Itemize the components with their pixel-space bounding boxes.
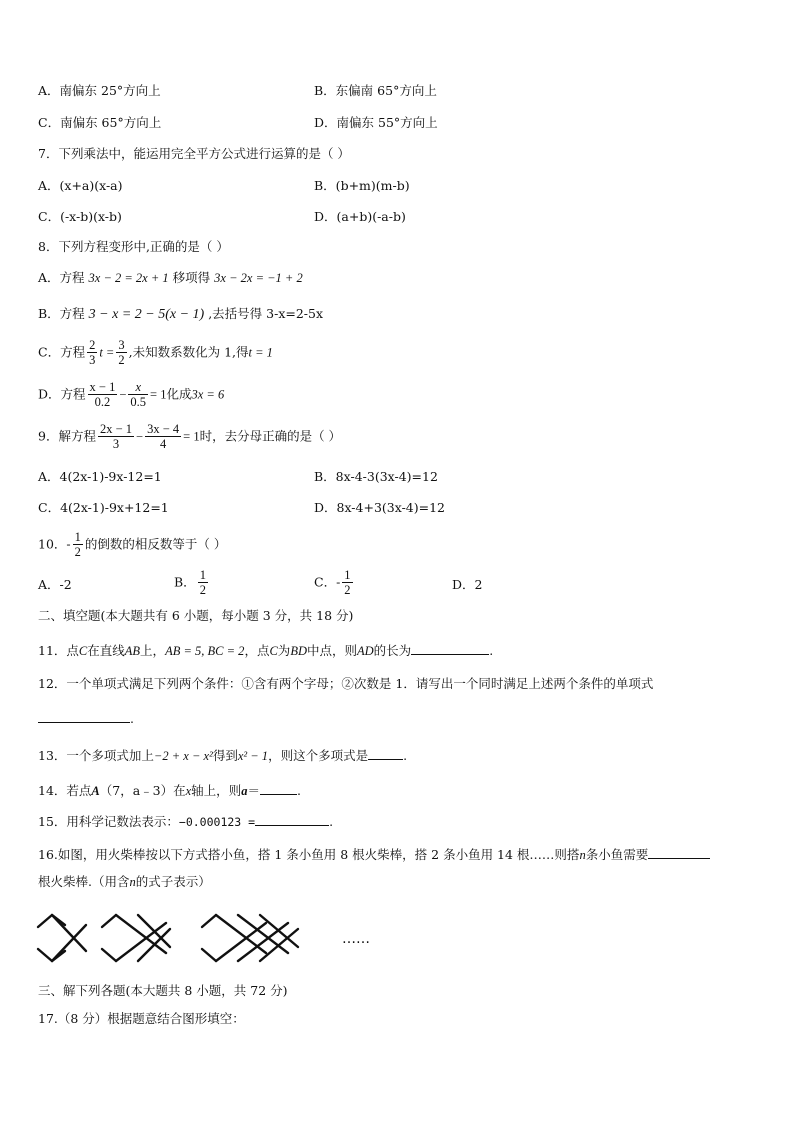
q16-matchstick-fish-figure	[36, 913, 406, 963]
q14-answer-blank[interactable]	[260, 782, 297, 795]
q9-option-c: C．4(2x-1)-9x+12=1	[38, 500, 169, 515]
q8-a-prefix: A．方程	[38, 270, 85, 285]
q8-option-c	[38, 338, 273, 368]
q10-stem	[38, 530, 226, 560]
q7-option-a: A．(x+a)(x-a)	[38, 178, 123, 193]
q8-option-b	[38, 308, 323, 322]
fish-1	[38, 915, 86, 961]
q6-option-b: B．东偏南 65°方向上	[314, 83, 437, 98]
q10-option-d: D．2	[452, 577, 483, 592]
q8-d-middle: 化成	[166, 386, 192, 402]
q15-answer-blank[interactable]	[255, 813, 329, 826]
q8-b-prefix: B．方程	[38, 306, 85, 321]
q8-c-result: t = 1	[248, 345, 273, 360]
q13-stem: 13．一个多项式加上−2 + x − x²得到x² − 1，则这个多项式是 .	[38, 748, 408, 763]
q15-stem: 15．用科学记数法表示：−0.000123 = .	[38, 814, 334, 829]
q12-stem: 12．一个单项式满足下列两个条件：①含有两个字母；②次数是 1．请写出一个同时满足上述两个条件的单项式	[38, 676, 654, 691]
q8-a-result: 3x − 2x = −1 + 2	[214, 271, 303, 285]
fish-2	[102, 915, 170, 961]
q8-c-fraction-1: $\frac{2}{3}$	[89, 338, 96, 368]
q10-option-b	[174, 568, 210, 598]
section-3-heading: 三、解下列各题(本大题共 8 小题，共 72 分)	[38, 983, 288, 998]
q9-fraction-1: $\frac{2x - 1}{3}$	[99, 422, 133, 452]
q9-postfix: 时，去分母正确的是（ ）	[199, 428, 342, 444]
q13-answer-blank[interactable]	[368, 747, 403, 760]
q10-option-a: A．-2	[38, 577, 72, 592]
q8-stem: 8．下列方程变形中,正确的是（ ）	[38, 239, 229, 254]
q10-fraction: $\frac{1}{2}$	[74, 530, 81, 560]
q7-option-b: B．(b+m)(m-b)	[314, 178, 410, 193]
q8-b-postfix: ,去括号得 3-x=2-5x	[208, 306, 324, 321]
q6-option-c: C．南偏东 65°方向上	[38, 115, 162, 130]
q9-option-d: D．8x-4+3(3x-4)=12	[314, 500, 445, 515]
q9-equals: = 1	[183, 429, 200, 444]
q7-option-d: D．(a+b)(-a-b)	[314, 209, 406, 224]
q8-d-fraction-2: $\frac{x}{0.5}$	[130, 380, 147, 410]
q10-prefix: 10．-	[38, 536, 71, 552]
q9-fraction-2: $\frac{3x - 4}{4}$	[147, 422, 180, 452]
q8-d-prefix: D．方程	[38, 386, 86, 402]
q16-answer-blank[interactable]	[648, 846, 710, 859]
q8-a-equation: 3x − 2 = 2x + 1	[88, 271, 169, 285]
q16-ellipsis: ……	[342, 931, 370, 947]
q10-option-c	[314, 568, 355, 598]
q9-minus: −	[136, 429, 144, 444]
q12-answer-blank[interactable]	[38, 710, 130, 723]
q6-option-a: A．南偏东 25°方向上	[38, 83, 161, 98]
q8-c-postfix: ,未知数系数化为 1,得	[128, 344, 249, 360]
q8-c-variable: t =	[99, 345, 115, 360]
q8-d-minus: −	[119, 387, 127, 402]
q9-stem	[38, 422, 341, 452]
q7-option-c: C．(-x-b)(x-b)	[38, 209, 122, 224]
q7-stem: 7．下列乘法中，能运用完全平方公式进行运算的是（ ）	[38, 146, 350, 161]
q16-line-2: 根火柴棒.（用含n的式子表示）	[38, 874, 211, 889]
q10-c-prefix: C．-	[314, 574, 341, 590]
q8-d-fraction-1: $\frac{x - 1}{0.2}$	[89, 380, 116, 410]
fish-3	[202, 915, 298, 961]
q10-b-fraction: $\frac{1}{2}$	[199, 568, 206, 598]
q9-option-a: A．4(2x-1)-9x-12=1	[38, 469, 162, 484]
q10-b-prefix: B．	[174, 574, 196, 590]
q17-stem: 17.（8 分）根据题意结合图形填空：	[38, 1011, 245, 1026]
q11-stem: 11．点C在直线AB上，AB = 5, BC = 2，点C为BD中点，则AD的长为 .	[38, 643, 494, 658]
q8-c-prefix: C．方程	[38, 344, 86, 360]
q10-postfix: 的倒数的相反数等于（ ）	[84, 536, 227, 552]
q8-a-middle: 移项得	[172, 270, 211, 285]
q9-prefix: 9．解方程	[38, 428, 96, 444]
q16-line-1: 16.如图，用火柴棒按以下方式搭小鱼，搭 1 条小鱼用 8 根火柴棒，搭 2 条小鱼用 14 根……则搭n条小鱼需要	[38, 846, 710, 862]
q10-c-fraction: $\frac{1}{2}$	[344, 568, 351, 598]
q6-option-d: D．南偏东 55°方向上	[314, 115, 438, 130]
q8-option-d	[38, 380, 224, 410]
q8-d-result: 3x = 6	[191, 387, 225, 402]
q14-stem: 14．若点A（7，a﹣3）在x轴上，则a＝ .	[38, 783, 301, 798]
q11-answer-blank[interactable]	[411, 642, 489, 655]
q8-d-equals: = 1	[150, 387, 167, 402]
q9-option-b: B．8x-4-3(3x-4)=12	[314, 469, 438, 484]
q8-b-equation: 3 − x = 2 − 5(x − 1)	[88, 307, 205, 322]
q12-answer-line: .	[38, 710, 134, 726]
q8-option-a	[38, 272, 303, 285]
section-2-heading: 二、填空题(本大题共有 6 小题，每小题 3 分，共 18 分)	[38, 608, 354, 623]
q8-c-fraction-2: $\frac{3}{2}$	[118, 338, 125, 368]
